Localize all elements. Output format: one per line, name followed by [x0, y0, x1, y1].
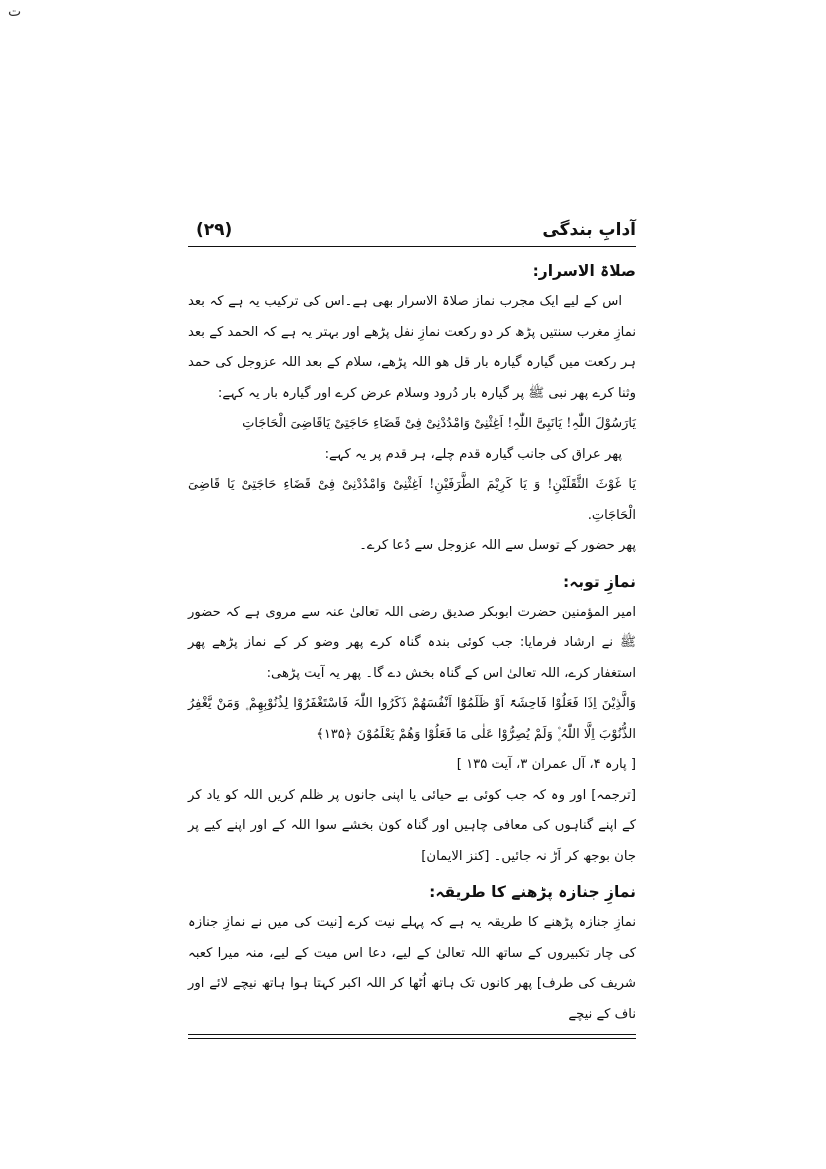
section-namaz-tauba [188, 568, 636, 873]
page-content [188, 247, 636, 1039]
section-heading: صلاۃ الاسرار: [532, 262, 636, 280]
paragraph: پھر حضور کے توسل سے اللہ عزوجل سے دُعا کرے۔ [359, 538, 636, 553]
footer-rule [188, 1034, 636, 1039]
paragraph: نمازِ جنازہ پڑھنے کا طریقہ یہ ہے کہ پہلے نیت کرے [نیت کی میں نے نمازِ جنازہ کی چار تکبیروں کے ساتھ اللہ تعالیٰ کے لیے، دعا اس میت کے لیے، منہ میرا کعبہ شریف کی طرف] پھر کانوں تک ہاتھ اُٹھا کر اللہ اکبر کہتا ہوا ہاتھ نیچے لائے اور ناف کے نیچے [188, 915, 636, 1022]
paragraph: پھر عراق کی جانب گیارہ قدم چلے، ہر قدم پر یہ کہے: [324, 446, 622, 462]
page-number: (۲۹) [196, 220, 233, 240]
section-heading: نمازِ جنازہ پڑھنے کا طریقہ: [429, 883, 636, 901]
verse-reference: [ پارہ ۴، آل عمران ۳، آیت ۱۳۵ ] [456, 757, 636, 772]
arabic-invocation: یَارَسُوْلَ اللّٰہِ! یَانَبِیَّ اللّٰہِ! اَغِثْنِیْ وَامْدُدْنِیْ فِیْ قَضَاءِ حَاجَتِیْ یَاقَاضِیَ الْحَاجَاتِ [242, 416, 636, 431]
arabic-invocation: یَا غَوْثَ الثَّقَلَیْنِ! وَ یَا کَرِیْمَ الطَّرَفَیْنِ! اَغِثْنِیْ وَامْدُدْنِیْ فِیْ قَضَاءِ حَاجَتِیْ یَا قَاضِیَ الْحَاجَاتِ. [188, 477, 636, 523]
running-title: آدابِ بندگی [542, 220, 636, 240]
translation: [ترجمہ] اور وہ کہ جب کوئی بے حیائی یا اپنی جانوں پر ظلم کریں اللہ کو یاد کر کے اپنے گناہوں کی معافی چاہیں اور گناہ کون بخشے سوا اللہ کے اور اپنے کیے پر جان بوجھ کر اَڑ نہ جائیں۔ [کنز الایمان] [188, 787, 636, 864]
section-namaz-janaza [188, 878, 636, 1030]
page-header [188, 218, 636, 247]
paragraph: اس کے لیے ایک مجرب نماز صلاۃ الاسرار بھی ہے۔اس کی ترکیب یہ ہے کہ بعد نمازِ مغرب سنتیں پڑھ کر دو رکعت نمازِ نفل پڑھے اور بہتر یہ ہے کہ الحمد کے بعد ہر رکعت میں گیارہ گیارہ بار قل ھو اللہ پڑھے، سلام کے بعد اللہ عزوجل کی حمد وثنا کرے پھر نبی ﷺ پر گیارہ بار دُرود وسلام عرض کرے اور گیارہ بار یہ کہے: [188, 294, 636, 401]
corner-mark: ت [8, 4, 22, 20]
paragraph: امیر المؤمنین حضرت ابوبکر صدیق رضی اللہ تعالیٰ عنہ سے مروی ہے کہ حضور ﷺ نے ارشاد فرمایا: جب کوئی بندہ گناہ کرے پھر وضو کر کے نماز پڑھے پھر استغفار کرے، اللہ تعالیٰ اس کے گناہ بخش دے گا۔ پھر یہ آیت پڑھی: [188, 604, 636, 681]
quran-verse: وَالَّذِیْنَ اِذَا فَعَلُوْا فَاحِشَۃً اَوْ ظَلَمُوْٓا اَنْفُسَھُمْ ذَکَرُوا اللّٰہَ فَاسْتَغْفَرُوْا لِذُنُوْبِھِمْ ۪ وَمَنْ یَّغْفِرُ الذُّنُوْبَ اِلَّا اللّٰہُ ۪۫ وَلَمْ یُصِرُّوْا عَلٰی مَا فَعَلُوْا وَھُمْ یَعْلَمُوْنَ ﴿۱۳۵﴾ [188, 696, 636, 742]
page [188, 218, 636, 1039]
section-salat-asrar [188, 257, 636, 562]
section-heading: نمازِ توبہ: [563, 572, 636, 591]
